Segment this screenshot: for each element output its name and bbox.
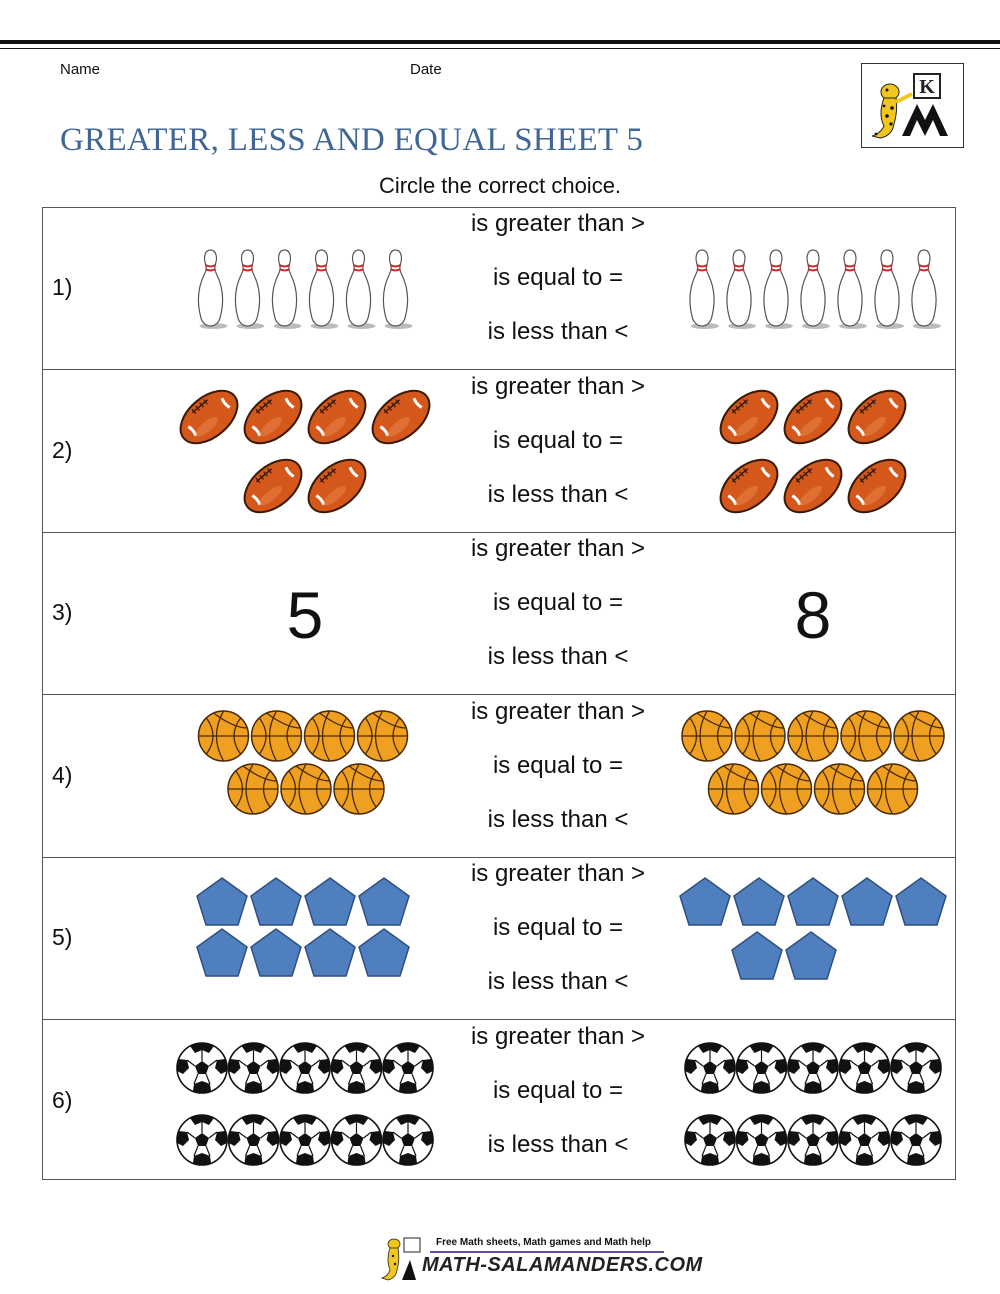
choice-equal-to[interactable]: is equal to = <box>492 751 624 779</box>
bowling-pin-icon <box>346 250 375 329</box>
pentagon-icon <box>786 932 836 979</box>
pentagon-icon <box>305 878 355 925</box>
page-title: GREATER, LESS AND EQUAL SHEET 5 <box>60 122 644 158</box>
footer-tagline: Free Math sheets, Math games and Math help <box>436 1237 652 1248</box>
soccer-ball-icon <box>736 1114 786 1164</box>
question-number: 2) <box>52 436 73 463</box>
bowling-pin-icon <box>727 250 756 329</box>
footer-divider <box>430 1251 664 1253</box>
left-number: 5 <box>286 578 324 652</box>
soccer-ball-icon <box>685 1114 735 1164</box>
pentagon-icon <box>197 929 247 976</box>
basketball-icon <box>709 764 759 814</box>
choice-equal-to[interactable]: is equal to = <box>492 264 624 291</box>
question-number: 6) <box>52 1086 73 1113</box>
right-number: 8 <box>794 578 832 652</box>
choice-less-than[interactable]: is less than < <box>487 805 629 833</box>
footer-site-name: MATH-SALAMANDERS.COM <box>422 1254 703 1276</box>
question-pictures <box>43 208 955 368</box>
football-icon <box>775 380 851 453</box>
basketball-icon <box>281 764 331 814</box>
left-group <box>177 1042 433 1164</box>
date-label: Date <box>410 61 442 78</box>
pentagon-icon <box>197 878 247 925</box>
choice-less-than[interactable]: is less than < <box>487 643 629 670</box>
basketball-icon <box>735 711 785 761</box>
pentagon-icon <box>788 878 838 925</box>
soccer-ball-icon <box>177 1042 227 1092</box>
choice-greater-than[interactable]: is greater than > <box>470 210 646 237</box>
right-group <box>690 250 941 329</box>
left-group <box>171 380 439 522</box>
basketball-icon <box>788 711 838 761</box>
football-icon <box>839 380 915 453</box>
basketball-icon <box>334 764 384 814</box>
soccer-ball-icon <box>736 1042 786 1092</box>
basketball-icon <box>199 711 249 761</box>
soccer-ball-icon <box>228 1042 278 1092</box>
soccer-ball-icon <box>331 1114 381 1164</box>
football-icon <box>775 449 851 522</box>
football-icon <box>299 380 375 453</box>
instruction-label: Circle the correct choice. <box>378 173 622 198</box>
question-row <box>43 1021 955 1183</box>
soccer-ball-icon <box>788 1042 838 1092</box>
salamander-logo <box>861 63 964 148</box>
basketball-icon <box>868 764 918 814</box>
choice-greater-than[interactable]: is greater than > <box>470 860 646 887</box>
question-number: 3) <box>52 599 73 625</box>
choice-less-than[interactable]: is less than < <box>487 1130 629 1158</box>
soccer-ball-icon <box>280 1114 330 1164</box>
left-group <box>199 711 408 814</box>
pentagon-icon <box>359 929 409 976</box>
footer-brand <box>380 1234 703 1282</box>
bowling-pin-icon <box>912 250 941 329</box>
question-row <box>43 858 955 1020</box>
question-number: 5) <box>52 924 73 950</box>
pentagon-icon <box>896 878 946 925</box>
bowling-pin-icon <box>801 250 830 329</box>
question-row <box>43 533 955 695</box>
soccer-ball-icon <box>383 1114 433 1164</box>
question-row <box>43 696 955 858</box>
choice-greater-than[interactable]: is greater than > <box>470 697 646 725</box>
choice-greater-than[interactable]: is greater than > <box>470 1022 646 1050</box>
soccer-ball-icon <box>891 1042 941 1092</box>
pentagon-icon <box>359 878 409 925</box>
instruction-text <box>0 173 1000 199</box>
basketball-icon <box>228 764 278 814</box>
top-rule-thin <box>0 48 1000 49</box>
football-icon <box>839 449 915 522</box>
right-group <box>680 878 946 979</box>
right-group <box>682 711 944 814</box>
pentagon-icon <box>734 878 784 925</box>
pentagon-icon <box>842 878 892 925</box>
choice-greater-than[interactable]: is greater than > <box>470 535 646 562</box>
bowling-pin-icon <box>875 250 904 329</box>
pentagon-icon <box>251 929 301 976</box>
right-group <box>711 380 915 522</box>
name-label: Name <box>60 61 101 78</box>
footer-salamander-icon <box>380 1234 424 1282</box>
soccer-ball-icon <box>383 1042 433 1092</box>
soccer-ball-icon <box>788 1114 838 1164</box>
basketball-icon <box>815 764 865 814</box>
pentagon-icon <box>251 878 301 925</box>
basketball-icon <box>252 711 302 761</box>
bowling-pin-icon <box>198 250 227 329</box>
bowling-pin-icon <box>690 250 719 329</box>
choice-less-than[interactable]: is less than < <box>487 968 629 995</box>
question-row <box>43 208 955 370</box>
basketball-icon <box>682 711 732 761</box>
choice-equal-to[interactable]: is equal to = <box>492 589 624 616</box>
basketball-icon <box>894 711 944 761</box>
question-row <box>43 371 955 533</box>
bowling-pin-icon <box>764 250 793 329</box>
question-pictures <box>43 858 955 1018</box>
football-icon <box>363 380 439 453</box>
basketball-icon <box>358 711 408 761</box>
soccer-ball-icon <box>685 1042 735 1092</box>
soccer-ball-icon <box>839 1042 889 1092</box>
question-number: 4) <box>52 761 73 788</box>
choice-equal-to[interactable]: is equal to = <box>492 1076 624 1104</box>
right-group <box>685 1042 941 1164</box>
choice-greater-than[interactable]: is greater than > <box>470 372 646 400</box>
football-icon <box>235 449 311 522</box>
question-grid <box>42 207 956 1180</box>
soccer-ball-icon <box>177 1114 227 1164</box>
choice-less-than[interactable]: is less than < <box>487 318 629 345</box>
soccer-ball-icon <box>891 1114 941 1164</box>
soccer-ball-icon <box>228 1114 278 1164</box>
pentagon-icon <box>732 932 782 979</box>
basketball-icon <box>841 711 891 761</box>
bowling-pin-icon <box>383 250 412 329</box>
bowling-pin-icon <box>838 250 867 329</box>
football-icon <box>711 380 787 453</box>
football-icon <box>299 449 375 522</box>
basketball-icon <box>762 764 812 814</box>
pentagon-icon <box>680 878 730 925</box>
soccer-ball-icon <box>331 1042 381 1092</box>
football-icon <box>171 380 247 453</box>
question-pictures <box>43 1021 955 1181</box>
salamander-logo-icon <box>862 64 963 147</box>
logo-letter: K <box>919 76 935 98</box>
football-icon <box>235 380 311 453</box>
soccer-ball-icon <box>839 1114 889 1164</box>
choice-equal-to[interactable]: is equal to = <box>492 914 624 941</box>
bowling-pin-icon <box>272 250 301 329</box>
question-pictures <box>43 696 955 856</box>
choice-equal-to[interactable]: is equal to = <box>492 426 624 454</box>
left-group <box>198 250 412 329</box>
question-pictures <box>43 371 955 531</box>
choice-less-than[interactable]: is less than < <box>487 480 629 508</box>
bowling-pin-icon <box>235 250 264 329</box>
football-icon <box>711 449 787 522</box>
question-number: 1) <box>52 274 73 300</box>
left-group <box>197 878 409 976</box>
pentagon-icon <box>305 929 355 976</box>
top-rule-thick <box>0 40 1000 44</box>
soccer-ball-icon <box>280 1042 330 1092</box>
bowling-pin-icon <box>309 250 338 329</box>
basketball-icon <box>305 711 355 761</box>
